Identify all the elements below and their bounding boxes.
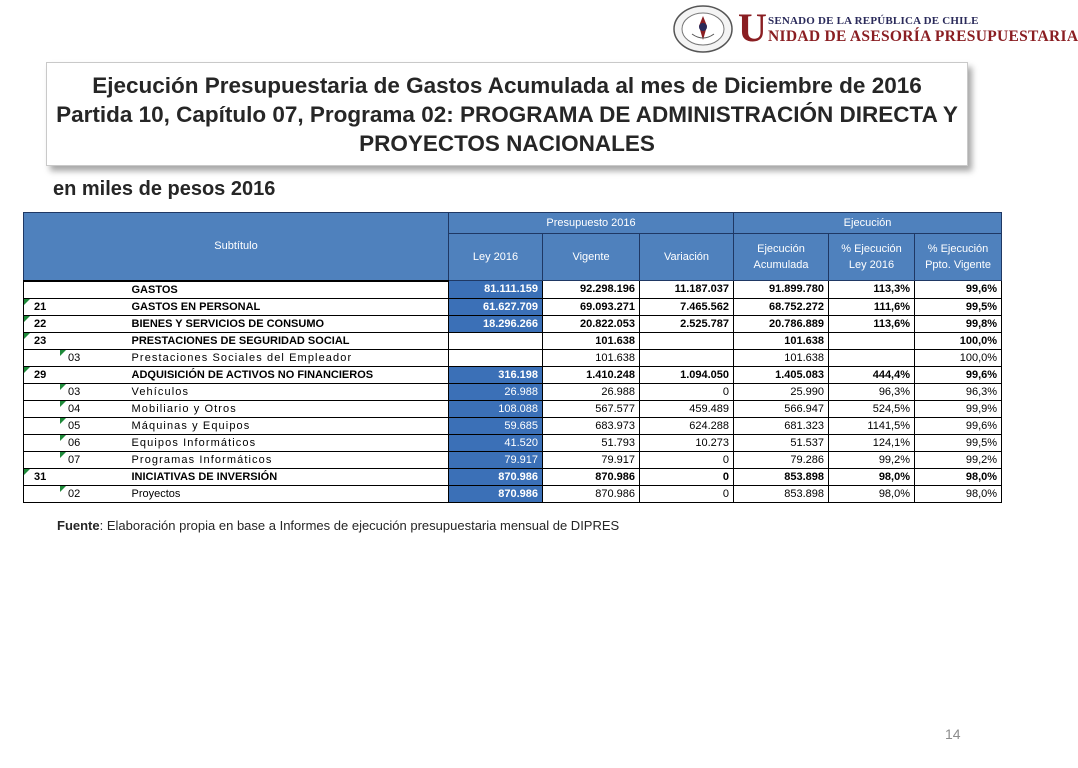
cell-vigente: 20.822.053 [543, 315, 640, 332]
cell-ley: 81.111.159 [449, 281, 543, 299]
table-row [24, 383, 1002, 400]
comment-marker-icon [60, 418, 66, 424]
cell-ejecucion: 20.786.889 [734, 315, 829, 332]
row-code: 02 [24, 485, 128, 502]
senate-logo [672, 4, 1078, 54]
row-name: Máquinas y Equipos [128, 417, 449, 434]
cell-pct-vigente: 99,9% [915, 400, 1002, 417]
cell-ley: 18.296.266 [449, 315, 543, 332]
cell-variacion: 2.525.787 [640, 315, 734, 332]
title-line-3: PROYECTOS NACIONALES [359, 130, 655, 156]
comment-marker-icon [24, 469, 30, 475]
cell-ley: 59.685 [449, 417, 543, 434]
table-row [24, 468, 1002, 485]
comment-marker-icon [60, 401, 66, 407]
cell-vigente: 101.638 [543, 349, 640, 366]
cell-ejecucion: 25.990 [734, 383, 829, 400]
row-code: 23 [24, 332, 128, 349]
cell-vigente: 51.793 [543, 434, 640, 451]
cell-vigente: 101.638 [543, 332, 640, 349]
row-code: 03 [24, 349, 128, 366]
row-name: Proyectos [128, 485, 449, 502]
row-name: BIENES Y SERVICIOS DE CONSUMO [128, 315, 449, 332]
cell-pct-vigente: 99,6% [915, 281, 1002, 299]
cell-pct-ley: 524,5% [829, 400, 915, 417]
cell-ejecucion: 101.638 [734, 332, 829, 349]
cell-ley: 870.986 [449, 468, 543, 485]
row-code: 22 [24, 315, 128, 332]
row-name: Equipos Informáticos [128, 434, 449, 451]
cell-pct-ley: 444,4% [829, 366, 915, 383]
header-ley: Ley 2016 [449, 234, 543, 281]
cell-pct-ley: 98,0% [829, 485, 915, 502]
cell-variacion: 624.288 [640, 417, 734, 434]
header-presupuesto: Presupuesto 2016 [449, 213, 734, 234]
row-name: Prestaciones Sociales del Empleador [128, 349, 449, 366]
cell-ejecucion: 853.898 [734, 485, 829, 502]
header-ejecucion: Ejecución [734, 213, 1002, 234]
cell-vigente: 79.917 [543, 451, 640, 468]
table-row [24, 332, 1002, 349]
cell-variacion: 11.187.037 [640, 281, 734, 299]
cell-ley: 316.198 [449, 366, 543, 383]
title-line-1: Ejecución Presupuestaria de Gastos Acumulada al mes de Diciembre de 2016 [92, 72, 922, 98]
cell-pct-vigente: 96,3% [915, 383, 1002, 400]
cell-variacion: 0 [640, 383, 734, 400]
row-code: 29 [24, 366, 128, 383]
row-name: GASTOS EN PERSONAL [128, 298, 449, 315]
cell-pct-vigente: 99,5% [915, 434, 1002, 451]
cell-ley: 79.917 [449, 451, 543, 468]
title-line-2: Partida 10, Capítulo 07, Programa 02: PROGRAMA DE ADMINISTRACIÓN DIRECTA Y [56, 101, 958, 127]
cell-pct-ley [829, 349, 915, 366]
cell-variacion [640, 349, 734, 366]
table-row [24, 400, 1002, 417]
row-code: 31 [24, 468, 128, 485]
logo-initial: U [738, 5, 767, 50]
cell-ejecucion: 853.898 [734, 468, 829, 485]
budget-table [23, 212, 1002, 503]
cell-pct-vigente: 98,0% [915, 468, 1002, 485]
title-box [46, 62, 968, 166]
cell-ejecucion: 681.323 [734, 417, 829, 434]
table-row [24, 315, 1002, 332]
table-row [24, 417, 1002, 434]
comment-marker-icon [60, 384, 66, 390]
cell-vigente: 870.986 [543, 468, 640, 485]
table-row [24, 298, 1002, 315]
units-subtitle: en miles de pesos 2016 [53, 178, 276, 200]
cell-ley: 41.520 [449, 434, 543, 451]
source-label: Fuente [57, 518, 100, 533]
cell-variacion: 7.465.562 [640, 298, 734, 315]
cell-variacion: 0 [640, 451, 734, 468]
cell-ejecucion: 1.405.083 [734, 366, 829, 383]
table-row [24, 349, 1002, 366]
table-row [24, 366, 1002, 383]
logo-unit-text: NIDAD DE ASESORÍA PRESUPUESTARIA [768, 28, 1078, 45]
cell-pct-ley: 98,0% [829, 468, 915, 485]
cell-vigente: 26.988 [543, 383, 640, 400]
row-code: 03 [24, 383, 128, 400]
cell-ley [449, 332, 543, 349]
row-code: 04 [24, 400, 128, 417]
source-text: : Elaboración propia en base a Informes de ejecución presupuestaria mensual de DIPRES [99, 518, 620, 533]
row-name: GASTOS [128, 281, 449, 299]
page-number: 14 [945, 726, 961, 742]
cell-variacion: 10.273 [640, 434, 734, 451]
cell-pct-vigente: 99,5% [915, 298, 1002, 315]
cell-variacion: 459.489 [640, 400, 734, 417]
comment-marker-icon [24, 316, 30, 322]
cell-variacion [640, 332, 734, 349]
cell-pct-ley: 1141,5% [829, 417, 915, 434]
table-row [24, 485, 1002, 502]
comment-marker-icon [60, 350, 66, 356]
cell-variacion: 0 [640, 485, 734, 502]
cell-pct-vigente: 99,2% [915, 451, 1002, 468]
cell-vigente: 567.577 [543, 400, 640, 417]
row-name: PRESTACIONES DE SEGURIDAD SOCIAL [128, 332, 449, 349]
cell-vigente: 1.410.248 [543, 366, 640, 383]
cell-ley: 61.627.709 [449, 298, 543, 315]
cell-ejecucion: 91.899.780 [734, 281, 829, 299]
comment-marker-icon [24, 367, 30, 373]
table-row [24, 451, 1002, 468]
cell-ejecucion: 101.638 [734, 349, 829, 366]
cell-pct-ley: 96,3% [829, 383, 915, 400]
row-code: 06 [24, 434, 128, 451]
cell-vigente: 870.986 [543, 485, 640, 502]
cell-vigente: 683.973 [543, 417, 640, 434]
cell-pct-ley: 99,2% [829, 451, 915, 468]
row-code: 21 [24, 298, 128, 315]
senate-seal-icon [672, 4, 734, 54]
row-code: 07 [24, 451, 128, 468]
header-vigente: Vigente [543, 234, 640, 281]
cell-vigente: 92.298.196 [543, 281, 640, 299]
row-name: Mobiliario y Otros [128, 400, 449, 417]
comment-marker-icon [24, 333, 30, 339]
cell-pct-ley: 113,6% [829, 315, 915, 332]
cell-ley: 26.988 [449, 383, 543, 400]
header-subtitulo: Subtítulo [24, 213, 449, 281]
cell-ley: 870.986 [449, 485, 543, 502]
row-name: Programas Informáticos [128, 451, 449, 468]
logo-senate-text: SENADO DE LA REPÚBLICA DE CHILE [768, 15, 979, 27]
cell-pct-vigente: 99,8% [915, 315, 1002, 332]
cell-ley: 108.088 [449, 400, 543, 417]
header-variacion: Variación [640, 234, 734, 281]
row-code: 05 [24, 417, 128, 434]
cell-pct-vigente: 100,0% [915, 349, 1002, 366]
cell-ejecucion: 566.947 [734, 400, 829, 417]
cell-vigente: 69.093.271 [543, 298, 640, 315]
comment-marker-icon [60, 435, 66, 441]
cell-pct-ley: 111,6% [829, 298, 915, 315]
comment-marker-icon [60, 452, 66, 458]
row-name: INICIATIVAS DE INVERSIÓN [128, 468, 449, 485]
cell-ejecucion: 68.752.272 [734, 298, 829, 315]
cell-pct-vigente: 98,0% [915, 485, 1002, 502]
cell-pct-vigente: 99,6% [915, 417, 1002, 434]
cell-variacion: 0 [640, 468, 734, 485]
cell-ejecucion: 79.286 [734, 451, 829, 468]
table-row [24, 281, 1002, 299]
cell-pct-ley: 124,1% [829, 434, 915, 451]
comment-marker-icon [24, 299, 30, 305]
header-pct-ley: % Ejecución Ley 2016 [829, 234, 915, 281]
row-name: Vehículos [128, 383, 449, 400]
cell-pct-ley [829, 332, 915, 349]
row-name: ADQUISICIÓN DE ACTIVOS NO FINANCIEROS [128, 366, 449, 383]
table-row [24, 434, 1002, 451]
row-code [24, 281, 128, 299]
comment-marker-icon [60, 486, 66, 492]
header-ejecucion-acumulada: Ejecución Acumulada [734, 234, 829, 281]
cell-pct-ley: 113,3% [829, 281, 915, 299]
cell-pct-vigente: 100,0% [915, 332, 1002, 349]
cell-ley [449, 349, 543, 366]
source-note [57, 518, 619, 533]
cell-pct-vigente: 99,6% [915, 366, 1002, 383]
cell-ejecucion: 51.537 [734, 434, 829, 451]
cell-variacion: 1.094.050 [640, 366, 734, 383]
header-pct-vigente: % Ejecución Ppto. Vigente [915, 234, 1002, 281]
